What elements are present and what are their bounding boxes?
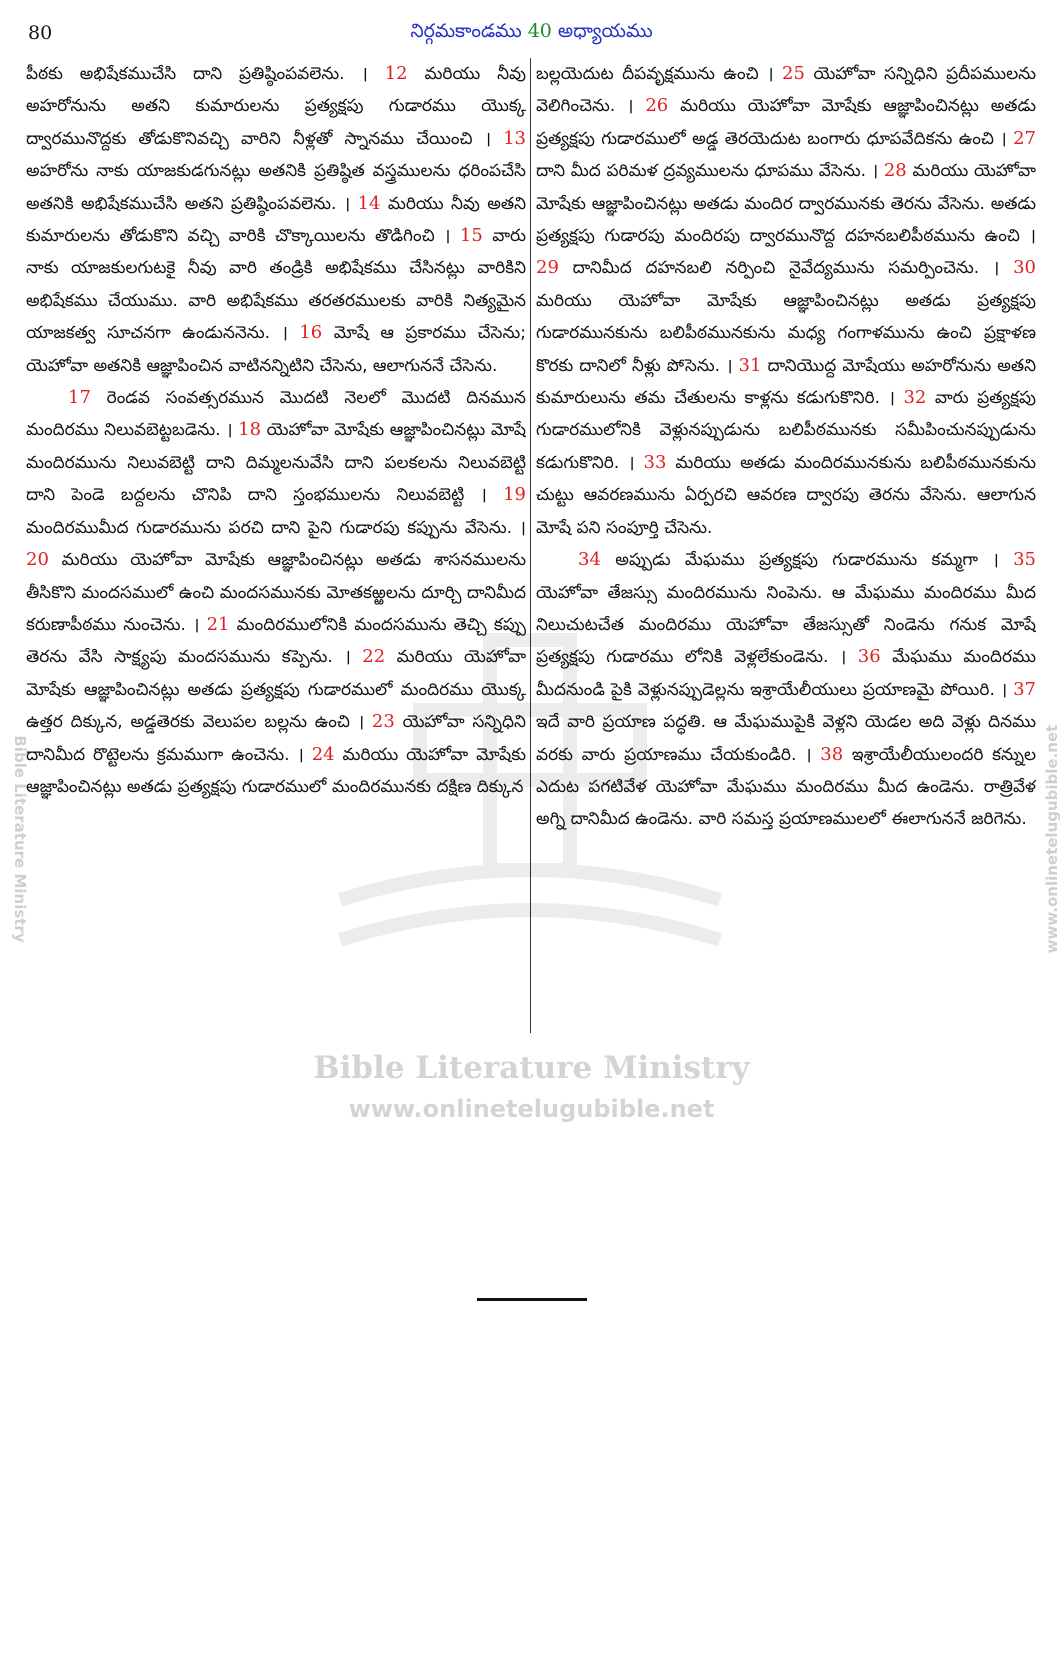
verse-text: మేఘము మందిరము మీదనుండి పైకి వెళ్లునప్పుడెల్లను ఇశ్రాయేలీయులు ప్రయాణమై పోయిరి. । xyxy=(536,647,1036,700)
verse-text: మందిరముమీద గుడారమును పరచి దాని పైని గుడారపు కప్పును వేసెను. । xyxy=(26,517,526,538)
paragraph xyxy=(536,58,1036,544)
verse-number: 37 xyxy=(1013,678,1036,700)
page-number: 80 xyxy=(28,22,53,44)
verse-text: మరియు యెహోవా మోషేకు ఆజ్ఞాపించినట్లు అతడు శాసనములను తీసికొని మందసములో ఉంచి మందసమునకు మోతకఱ్ఱలను దూర్చి దానిమీద కరుణాపీఠము నుంచెను. । xyxy=(26,550,526,635)
verse-text: మందిరములోనికి మందసమును తెచ్చి కప్పు తెరను వేసి సాక్ష్యపు మందసమును కప్పెను. । xyxy=(26,614,526,668)
verse-text: అహరోను నాకు యాజకుడగునట్లు అతనికి ప్రతిష్ఠిత వస్త్రములను ధరింపచేసి అతనికి అభిషేకముచేసి అతని ప్రతిష్ఠింపవలెను. । xyxy=(26,161,526,214)
verse-text: వారు నాకు యాజకులగుటకై నీవు వారి తండ్రికి అభిషేకము చేసినట్లు వారికిని అభిషేకము చేయుము. వారి అభిషేకము తరతరములకు వారికి నిత్యమైన యాజకత్వ సూచనగా ఉండుననెను. । xyxy=(26,226,526,344)
verse-text: యెహోవా సన్నిధిని ప్రదీపములను వెలిగించెను. । xyxy=(536,64,1036,117)
verse-number: 15 xyxy=(459,225,483,247)
verse-number: 36 xyxy=(857,646,881,668)
paragraph xyxy=(26,382,526,803)
verse-text: మరియు అతడు మందిరమునకును బలిపీఠమునకును చుట్టు ఆవరణమును ఏర్పరచి ఆవరణ ద్వారపు తెరను వేసెను. ఆలాగున మోషే పని సంపూర్తి చేసెను. xyxy=(536,452,1036,538)
verse-number: 30 xyxy=(1013,257,1036,279)
verse-number: 24 xyxy=(311,743,335,765)
text-columns xyxy=(26,58,1036,1040)
verse-text: వారు ప్రత్యక్షపు గుడారములోనికి వెళ్లునప్పుడును బలిపీఠమునకు సమీపించునప్పుడును కడుగుకొనిరి. । xyxy=(536,388,1036,473)
verse-number: 33 xyxy=(643,451,667,473)
book-title: నిర్గమకాండము xyxy=(410,20,522,42)
verse-number: 16 xyxy=(299,322,323,344)
verse-text: బల్లయెదుట దీపవృక్షమును ఉంచి । xyxy=(536,64,783,84)
verse-text: పీఠకు అభిషేకముచేసి దాని ప్రతిష్ఠింపవలెను. । xyxy=(26,64,385,84)
verse-text: యెహోవా సన్నిధిని దానిమీద రొట్టెలను క్రమముగా ఉంచెను. । xyxy=(26,712,526,765)
verse-number: 38 xyxy=(820,743,844,765)
verse-text: అప్పుడు మేఘము ప్రత్యక్షపు గుడారమును కమ్మగా । xyxy=(600,550,1014,571)
verse-number: 13 xyxy=(503,127,526,149)
verse-text: మరియు యెహోవా మోషేకు ఆజ్ఞాపించినట్లు అతడు ప్రత్యక్షపు గుడారములో మందిరమునకు దక్షిణ దిక్కున xyxy=(26,744,526,797)
verse-text: మరియు యెహోవా మోషేకు ఆజ్ఞాపించినట్లు అతడు ప్రత్యక్షపు గుడారములో అడ్డ తెరయెదుట బంగారు ధూపవేదికను ఉంచి । xyxy=(536,96,1036,149)
verse-number: 14 xyxy=(357,192,381,214)
running-head xyxy=(0,20,1063,47)
verse-text: యెహోవా మోషేకు ఆజ్ఞాపించినట్లు మోషే మందిరమును నిలువబెట్టి దాని దిమ్మలనువేసి దాని పలకలను నిలువబెట్టి దాని పెండె బద్దలను చొనిపి దాని స్తంభములను నిలువబెట్టి । xyxy=(26,420,526,506)
verse-number: 25 xyxy=(782,63,805,84)
verse-number: 28 xyxy=(883,160,907,182)
chapter-end-rule xyxy=(477,1298,587,1301)
column-divider xyxy=(530,58,531,1033)
verse-text: మరియు నీవు అతని కుమారులను తోడుకొని వచ్చి వారికి చొక్కాయిలను తొడిగించి । xyxy=(26,193,526,247)
verse-number: 34 xyxy=(578,549,601,571)
verse-text: మరియు యెహోవా మోషేకు ఆజ్ఞాపించినట్లు అతడు ప్రత్యక్షపు గుడారమునకును బలిపీఠమునకును మధ్య గంగాళమును ఉంచి ప్రక్షాళణ కొరకు దానిలో నీళ్లు పోసెను. । xyxy=(536,290,1036,376)
verse-number: 27 xyxy=(1013,127,1036,149)
chapter-number: 40 xyxy=(527,20,552,42)
verse-text: రెండవ సంవత్సరమున మొదటి నెలలో మొదటి దినమున మందిరము నిలువబెట్టబడెను. । xyxy=(26,388,526,441)
verse-number: 12 xyxy=(384,63,408,84)
verse-number: 17 xyxy=(68,387,91,409)
column-right xyxy=(536,58,1036,1040)
verse-text: ఇశ్రాయేలీయులందరి కన్నుల ఎదుట పగటివేళ యెహోవా మేఘము మందిరము మీద ఉండెను. రాత్రివేళ అగ్ని దానిమీద ఉండెను. వారి సమస్త ప్రయాణములలో ఈలాగుననే జరిగెను. xyxy=(536,744,1036,830)
verse-number: 23 xyxy=(371,711,395,733)
watermark-side-left: Bible Literature Ministry xyxy=(11,735,29,943)
verse-text: దానియొద్ద మోషేయు అహరోనును అతని కుమారులును తమ చేతులను కాళ్లను కడుగుకొనిరి. । xyxy=(536,355,1036,409)
paragraph xyxy=(536,544,1036,836)
verse-number: 35 xyxy=(1013,549,1036,571)
verse-number: 26 xyxy=(645,95,669,117)
verse-number: 19 xyxy=(503,484,526,506)
verse-text: యెహోవా తేజస్సు మందిరమును నింపెను. ఆ మేఘము మందిరము మీద నిలుచుటచేత మందిరము యెహోవా తేజస్సుతో నిండెను గనుక మోషే ప్రత్యక్షపు గుడారము లోనికి వెళ్లలేకుండెను. । xyxy=(536,582,1036,668)
verse-text: మరియు నీవు అహరోనును అతని కుమారులను ప్రత్యక్షపు గుడారము యొక్క ద్వారమునొద్దకు తోడుకొనివచ్చి వారిని నీళ్లతో స్నానము చేయించి । xyxy=(26,64,526,149)
watermark-side-right: www.onlinetelugubible.net xyxy=(1043,724,1061,954)
verse-number: 31 xyxy=(738,354,762,376)
column-left xyxy=(26,58,526,1040)
verse-number: 18 xyxy=(238,419,262,441)
verse-text: ఇదే వారి ప్రయాణ పద్ధతి. ఆ మేఘముపైకి వెళ్లని యెడల అది వెళ్లు దినము వరకు వారు ప్రయాణము చేయకుండిరి. । xyxy=(536,712,1036,765)
verse-number: 29 xyxy=(536,257,559,279)
verse-number: 20 xyxy=(26,549,49,571)
verse-number: 22 xyxy=(362,646,386,668)
paragraph xyxy=(26,58,526,382)
watermark-title: Bible Literature Ministry xyxy=(313,1050,750,1086)
watermark-url: www.onlinetelugubible.net xyxy=(348,1095,715,1123)
verse-number: 21 xyxy=(206,613,230,635)
verse-text: దానిమీద దహనబలి నర్పించి నైవేద్యమును సమర్పించెను. । xyxy=(558,258,1014,279)
verse-text: మోషే ఆ ప్రకారము చేసెను; యెహోవా అతనికి ఆజ్ఞాపించిన వాటినన్నిటిని చేసెను, ఆలాగుననే చేసెను. xyxy=(26,323,526,376)
verse-number: 32 xyxy=(903,387,927,409)
chapter-word: అధ్యాయము xyxy=(557,20,653,42)
verse-text: దాని మీద పరిమళ ద్రవ్యములను ధూపము వేసెను. । xyxy=(536,161,884,182)
verse-text: మరియు యెహోవా మోషేకు ఆజ్ఞాపించినట్లు అతడు ప్రత్యక్షపు గుడారములో మందిరము యొక్క ఉత్తర దిక్కున, అడ్డతెరకు వెలుపల బల్లను ఉంచి । xyxy=(26,647,526,733)
verse-text: మరియు యెహోవా మోషేకు ఆజ్ఞాపించినట్లు అతడు మందిర ద్వారమునకు తెరను వేసెను. అతడు ప్రత్యక్షపు గుడారపు మందిరపు ద్వారమునొద్ద దహనబలిపీఠమును ఉంచి । xyxy=(536,161,1036,247)
